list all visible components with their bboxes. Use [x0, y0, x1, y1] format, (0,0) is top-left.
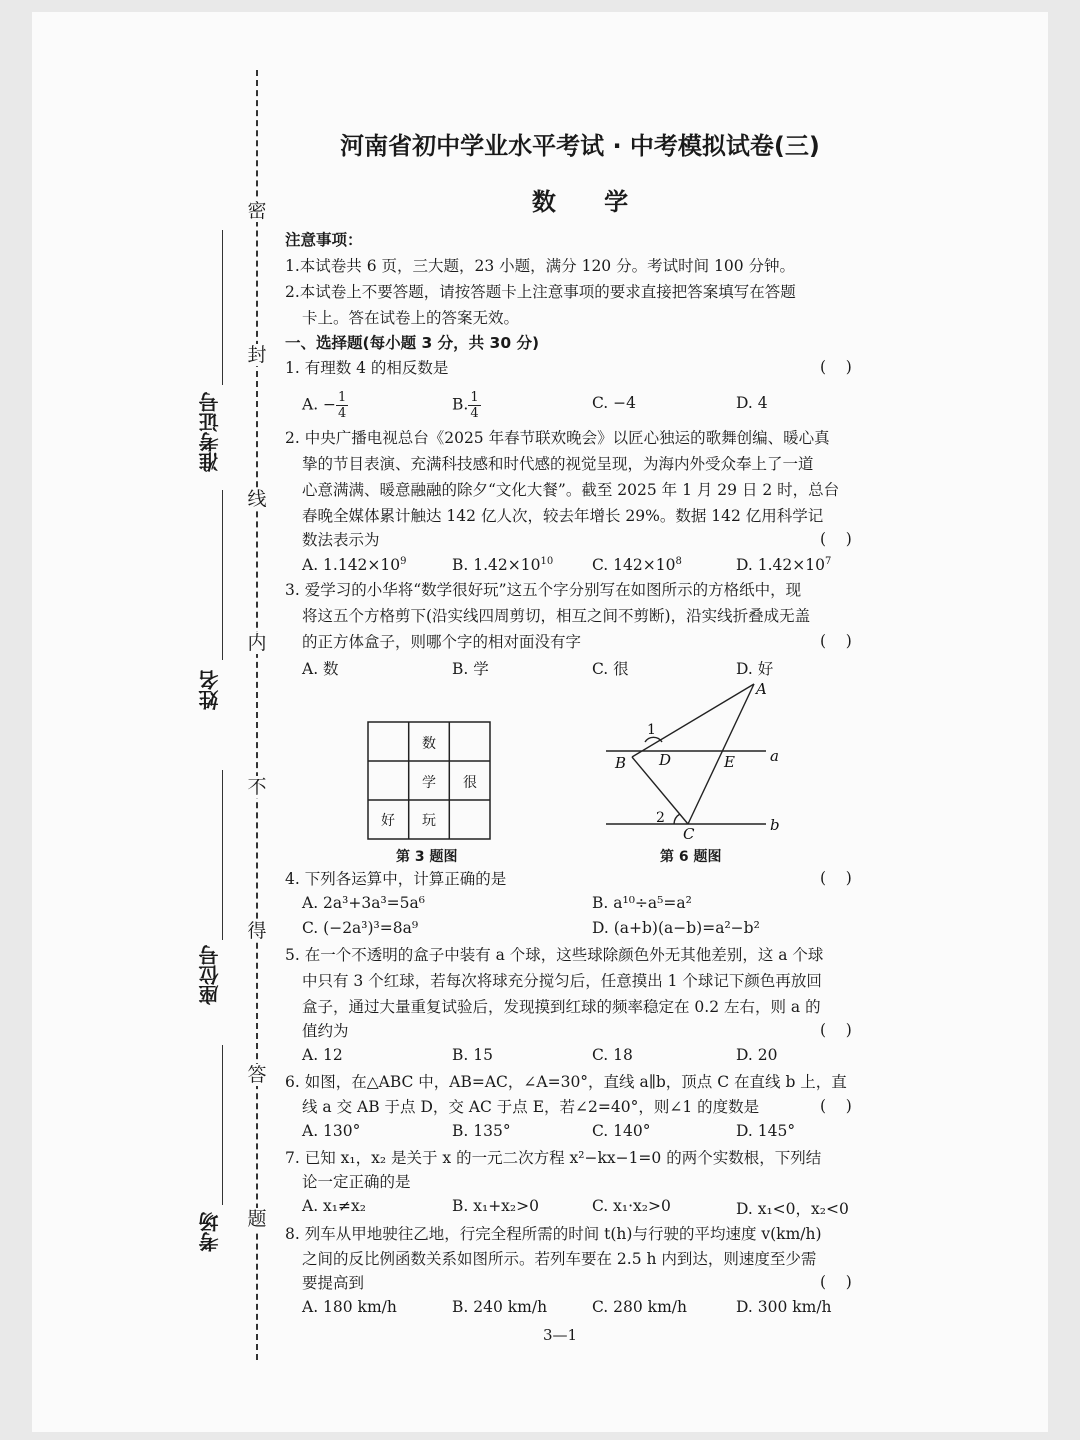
q6-option-a: A. 130°: [302, 1122, 361, 1140]
q3-line: 将这五个方格剪下(沿实线四周剪切，相互之间不剪断)，沿实线折叠成无盖: [302, 607, 811, 625]
line-label: a: [770, 747, 779, 765]
exam-id-label: 准考证号: [198, 392, 222, 472]
q7-line: 论一定正确的是: [302, 1173, 411, 1191]
q2-option-c: C. $142\times 10^8$: [592, 556, 682, 575]
q8-option-c: C. 280 km/h: [592, 1298, 687, 1316]
grid-cell: 很: [463, 775, 477, 791]
name-line: [222, 770, 223, 940]
answer-paren: ( ): [820, 1021, 852, 1039]
q8-line: 8. 列车从甲地驶往乙地，行完全程所需的时间 t(h)与行驶的平均速度 v(km/h): [285, 1225, 822, 1243]
q3-figure-caption: 第 3 题图: [396, 849, 458, 865]
q3-option-a: A. 数: [302, 660, 339, 678]
point-label: A: [756, 680, 767, 698]
q3-option-b: B. 学: [452, 660, 489, 678]
q2-line: 春晚全媒体累计触达 142 亿人次，较去年增长 29%。数据 142 亿用科学记: [302, 507, 824, 525]
q5-line: 盒子，通过大量重复试验后，发现摸到红球的频率稳定在 0.2 左右，则 a 的: [302, 998, 821, 1016]
q4-option-d: D. (a+b)(a−b)=a²−b²: [592, 919, 760, 937]
q7-option-a: A. x₁≠x₂: [302, 1197, 366, 1215]
q5-option-c: C. 18: [592, 1046, 633, 1064]
seal-char: 不: [244, 776, 270, 798]
notice-heading: 注意事项：: [285, 231, 363, 249]
q5-option-b: B. 15: [452, 1046, 493, 1064]
q6-geometry-figure: [590, 676, 800, 844]
answer-paren: ( ): [820, 869, 852, 887]
q6-line: 6. 如图，在△ABC 中，AB=AC，∠A=30°，直线 a∥b，顶点 C 在直线 b 上，直: [285, 1073, 847, 1091]
q4-option-b: B. a¹⁰÷a⁵=a²: [592, 894, 692, 912]
grid-cell: 学: [422, 775, 436, 791]
q2-line: 心意满满、暖意融融的除夕“文化大餐”。截至 2025 年 1 月 29 日 2 时，总台: [302, 481, 840, 499]
segment-AC: [688, 684, 754, 824]
answer-paren: ( ): [820, 358, 852, 376]
q2-option-b: B. $1.42\times 10^{10}$: [452, 556, 554, 575]
point-label: D: [659, 751, 672, 769]
seal-char: 线: [244, 488, 270, 510]
q7-option-b: B. x₁+x₂>0: [452, 1197, 539, 1215]
notice-item: 卡上。答在试卷上的答案无效。: [302, 309, 520, 327]
q6-figure-caption: 第 6 题图: [660, 849, 722, 865]
q3-line: 3. 爱学习的小华将“数学很好玩”这五个字分别写在如图所示的方格纸中，现: [285, 581, 802, 599]
seal-char: 封: [244, 344, 270, 366]
q5-line: 值约为: [302, 1022, 349, 1040]
q7-option-d: D. x₁<0，x₂<0: [736, 1200, 849, 1218]
q1-stem: 1. 有理数 4 的相反数是: [285, 359, 449, 377]
q1-option-a: A. − $\frac{1}{4}$: [302, 390, 347, 421]
subject-title: 数 学: [531, 188, 649, 216]
q7-option-c: C. x₁·x₂>0: [592, 1197, 671, 1215]
angle-label: 1: [647, 722, 656, 738]
seal-dashed-line: [256, 70, 258, 1360]
q6-option-d: D. 145°: [736, 1122, 796, 1140]
exam-page: [32, 12, 1048, 1432]
exam-id-line-bottom: [222, 490, 223, 660]
q2-option-a: A. $1.142\times 10^9$: [302, 556, 407, 575]
seal-char: 密: [244, 200, 270, 222]
angle-label: 2: [656, 810, 665, 826]
q2-line: 挚的节目表演、充满科技感和时代感的视觉呈现，为海内外受众奉上了一道: [302, 455, 814, 473]
point-label: C: [683, 825, 695, 843]
q6-line: 线 a 交 AB 于点 D，交 AC 于点 E，若∠2=40°，则∠1 的度数是: [302, 1098, 760, 1116]
q7-line: 7. 已知 x₁，x₂ 是关于 x 的一元二次方程 x²−kx−1=0 的两个实数根，下列结: [285, 1149, 822, 1167]
seal-char: 内: [244, 632, 270, 654]
q2-line: 数法表示为: [302, 531, 380, 549]
q5-line: 5. 在一个不透明的盒子中装有 a 个球，这些球除颜色外无其他差别，这 a 个球: [285, 946, 824, 964]
q1-option-d: D. 4: [736, 394, 768, 412]
answer-paren: ( ): [820, 530, 852, 548]
q8-option-a: A. 180 km/h: [302, 1298, 397, 1316]
q1-option-b: B. $\frac{1}{4}$: [452, 390, 479, 421]
notice-item: 1.本试卷共 6 页，三大题，23 小题，满分 120 分。考试时间 100 分钟。: [285, 257, 796, 275]
q4-option-c: C. (−2a³)³=8a⁹: [302, 919, 419, 937]
seal-char: 得: [244, 920, 270, 942]
q1-option-c: C. −4: [592, 394, 637, 412]
q6-option-c: C. 140°: [592, 1122, 651, 1140]
q5-line: 中只有 3 个红球，若每次将球充分搅匀后，任意摸出 1 个球记下颜色再放回: [302, 972, 822, 990]
q3-option-d: D. 好: [736, 660, 774, 678]
section-heading: 一、选择题(每小题 3 分，共 30 分): [285, 334, 540, 352]
grid-cell: 玩: [422, 813, 436, 829]
q8-option-d: D. 300 km/h: [736, 1298, 832, 1316]
answer-paren: ( ): [820, 1097, 852, 1115]
q8-line: 之间的反比例函数关系如图所示。若列车要在 2.5 h 内到达，则速度至少需: [302, 1250, 817, 1268]
answer-paren: ( ): [820, 1273, 852, 1291]
grid-cell: 数: [422, 736, 436, 752]
q6-option-b: B. 135°: [452, 1122, 511, 1140]
q4-option-a: A. 2a³+3a³=5a⁶: [302, 894, 425, 912]
q5-option-d: D. 20: [736, 1046, 778, 1064]
seal-char: 答: [244, 1064, 270, 1086]
seal-char: 题: [244, 1208, 270, 1230]
q5-option-a: A. 12: [302, 1046, 343, 1064]
seat-label: 座位号: [198, 945, 222, 1005]
room-label: 考场: [198, 1212, 222, 1252]
answer-paren: ( ): [820, 632, 852, 650]
segment-AB: [632, 684, 754, 757]
name-label: 姓名: [198, 670, 222, 710]
q2-line: 2. 中央广播电视总台《2025 年春节联欢晚会》以匠心独运的歌舞创编、暖心真: [285, 429, 830, 447]
q4-stem: 4. 下列各运算中，计算正确的是: [285, 870, 507, 888]
point-label: E: [724, 753, 735, 771]
grid-cell: 好: [381, 813, 395, 829]
line-label: b: [770, 816, 780, 834]
q3-grid-figure: [360, 718, 500, 846]
q8-option-b: B. 240 km/h: [452, 1298, 548, 1316]
seat-line: [222, 1045, 223, 1205]
q3-option-c: C. 很: [592, 660, 629, 678]
q3-line: 的正方体盒子，则哪个字的相对面没有字: [302, 633, 582, 651]
angle-2-arc: [674, 814, 680, 824]
exam-title: 河南省初中学业水平考试 · 中考模拟试卷(三): [340, 132, 820, 160]
point-label: B: [615, 754, 627, 772]
notice-item: 2.本试卷上不要答题，请按答题卡上注意事项的要求直接把答案填写在答题: [285, 283, 796, 301]
page-number: 3—1: [542, 1326, 578, 1344]
q2-option-d: D. $1.42\times 10^7$: [736, 556, 832, 575]
exam-id-line-top: [222, 230, 223, 385]
q8-line: 要提高到: [302, 1274, 365, 1292]
